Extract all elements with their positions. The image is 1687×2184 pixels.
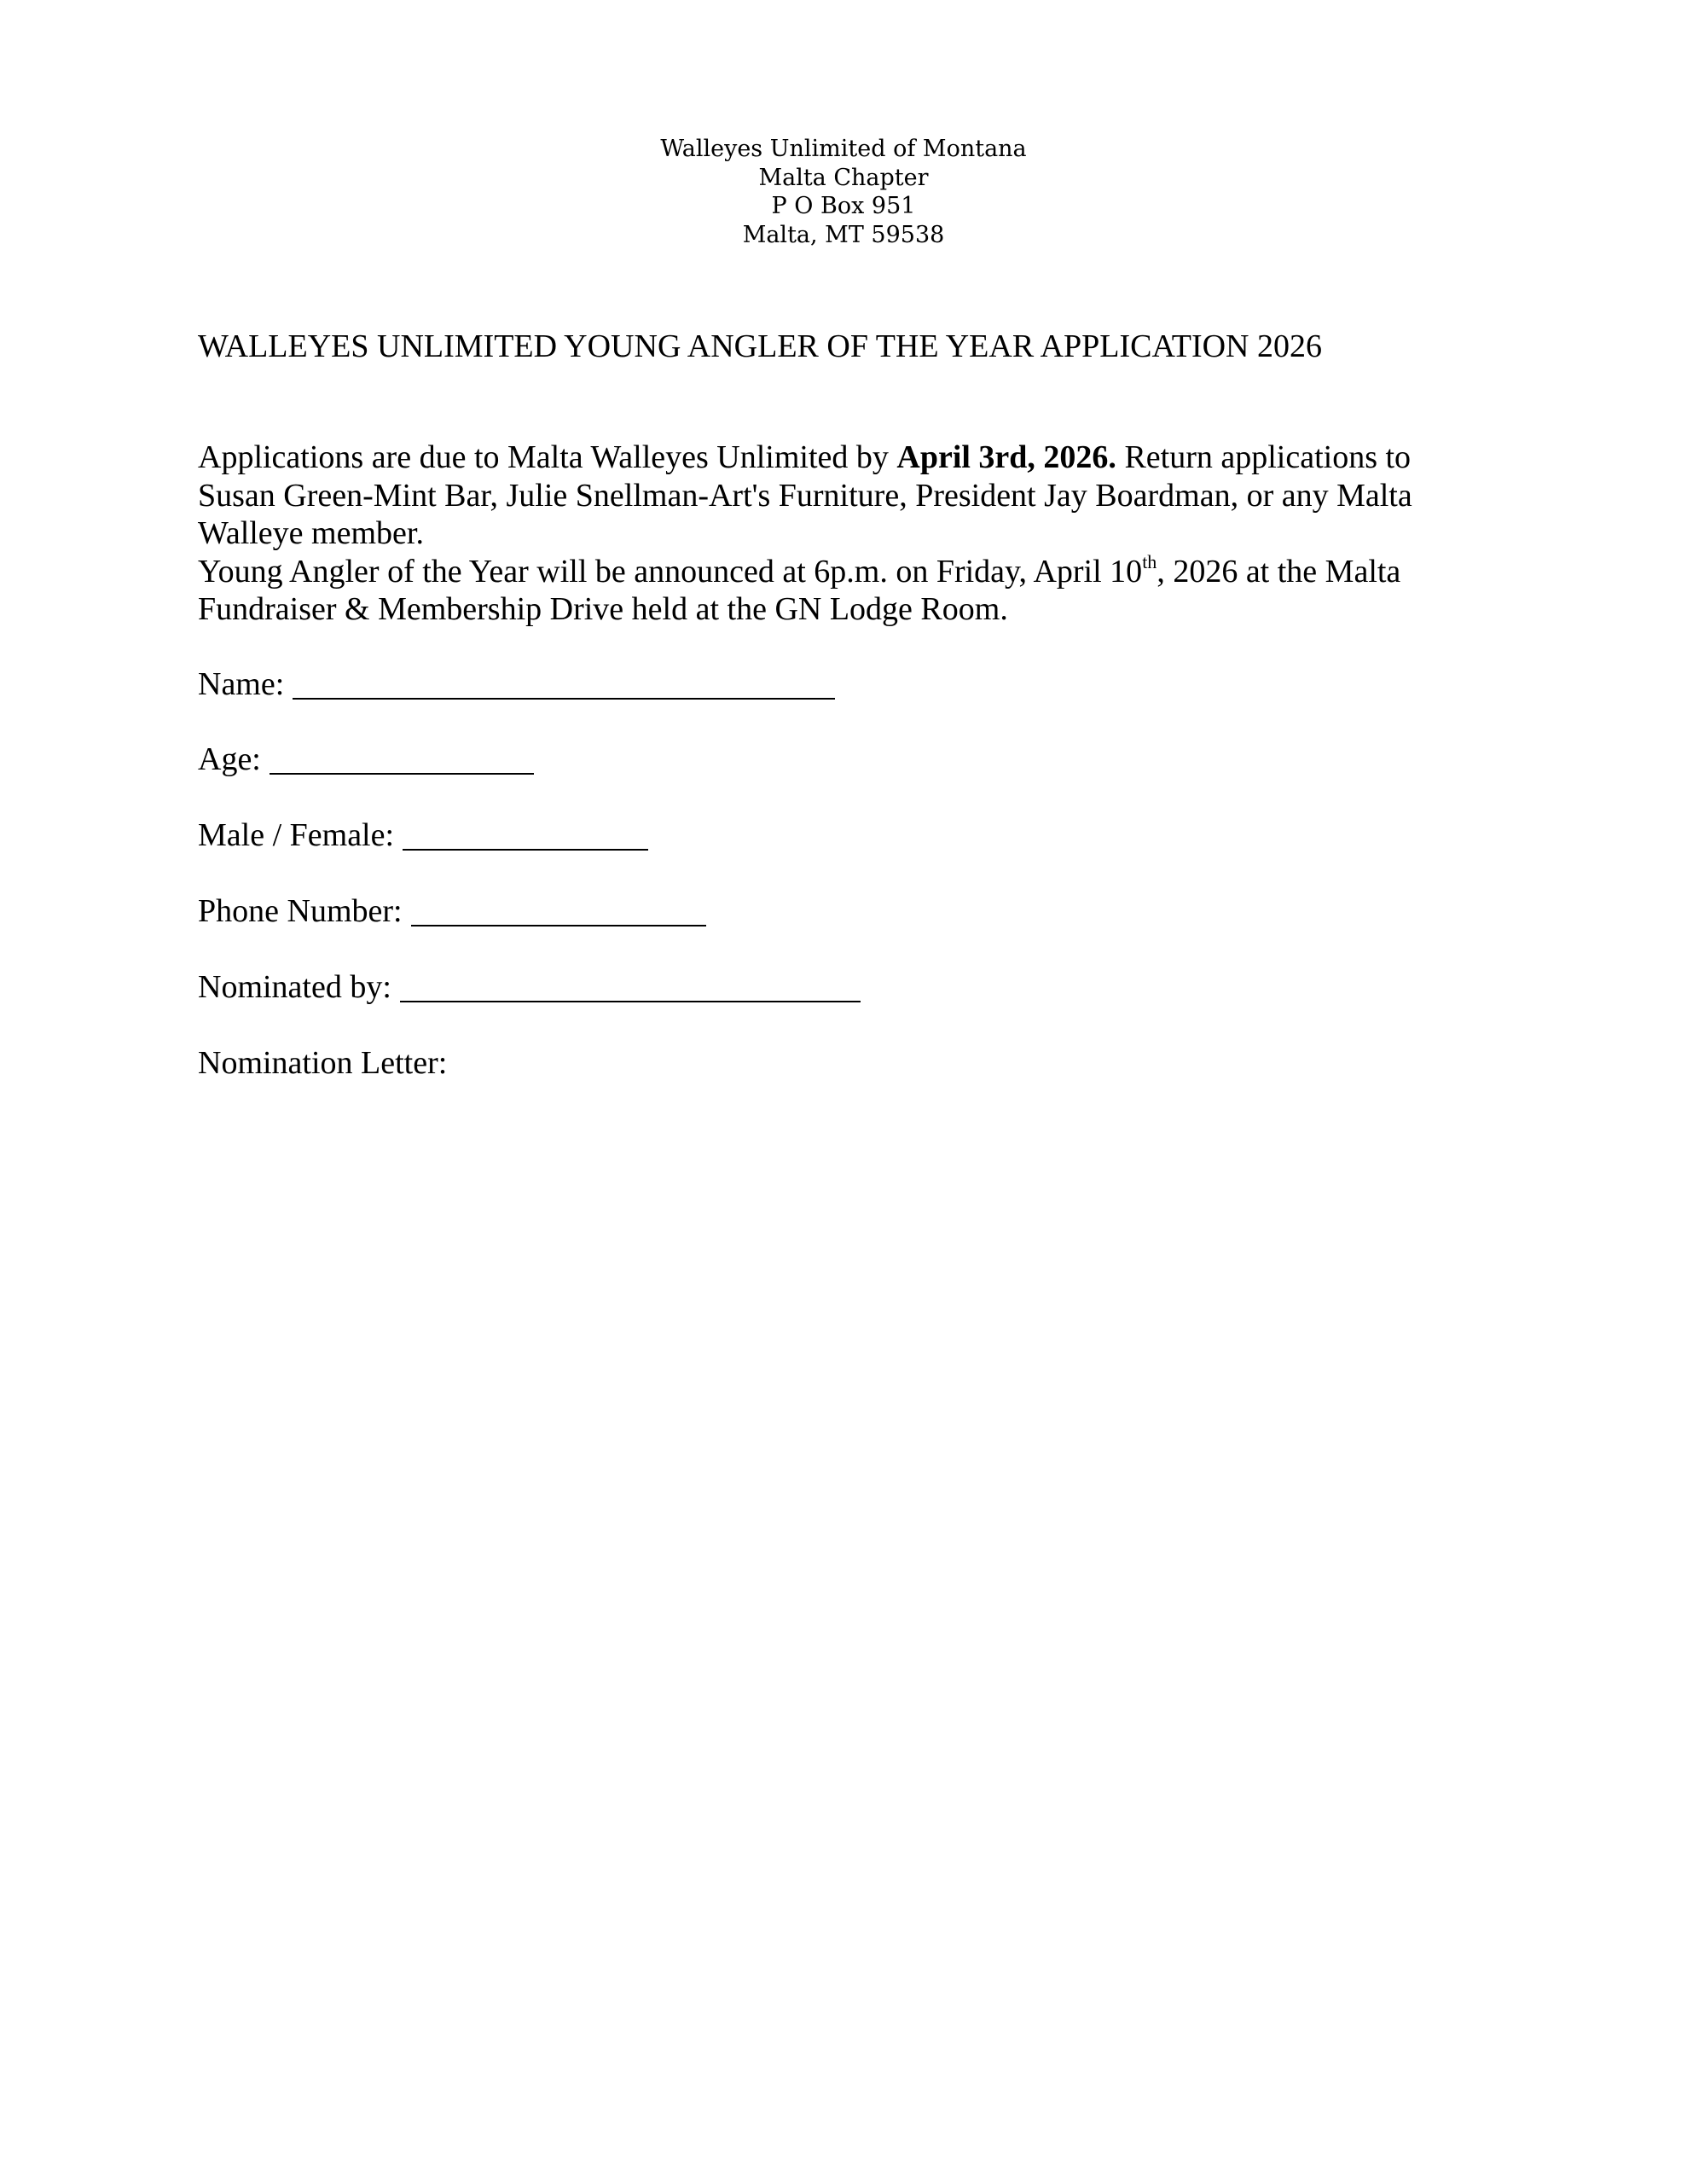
nomination-letter-field: [198, 1043, 447, 1083]
gender-label: Male / Female:: [198, 817, 395, 853]
age-field: [198, 739, 534, 780]
instructions-line-3: Walleye member.: [198, 515, 424, 551]
age-blank[interactable]: [270, 742, 534, 775]
gender-field: [198, 815, 648, 856]
city-state-zip: Malta, MT 59538: [742, 221, 945, 248]
nominated-by-field: [198, 967, 861, 1008]
chapter-address-block: [0, 135, 1687, 249]
instructions-line-2: Susan Green-Mint Bar, Julie Snellman-Art's Furniture, President Jay Boardman, or any Malta: [198, 477, 1412, 514]
gender-blank[interactable]: [403, 818, 648, 851]
age-label: Age:: [198, 741, 261, 777]
name-label: Name:: [198, 666, 285, 702]
nominated-by-label: Nominated by:: [198, 969, 391, 1005]
phone-blank[interactable]: [411, 894, 706, 926]
instructions-line-5: Fundraiser & Membership Drive held at the GN Lodge Room.: [198, 591, 1008, 627]
phone-field: [198, 891, 706, 932]
application-title: WALLEYES UNLIMITED YOUNG ANGLER OF THE YEAR APPLICATION 2026: [198, 328, 1322, 364]
phone-label: Phone Number:: [198, 893, 403, 929]
name-field: [198, 664, 835, 705]
instructions-paragraph: [198, 439, 1503, 629]
org-name: Walleyes Unlimited of Montana: [660, 136, 1027, 162]
due-date: April 3rd, 2026.: [896, 439, 1116, 475]
name-blank[interactable]: [293, 667, 835, 700]
nominated-by-blank[interactable]: [400, 970, 861, 1002]
chapter-name: Malta Chapter: [758, 164, 929, 191]
nomination-letter-label: Nomination Letter:: [198, 1045, 448, 1081]
instructions-line-1: Applications are due to Malta Walleyes Unlimited by April 3rd, 2026. Return applications to: [198, 439, 1412, 475]
po-box: P O Box 951: [771, 193, 916, 219]
instructions-line-4: Young Angler of the Year will be announced at 6p.m. on Friday, April 10th, 2026 at the Malta: [198, 550, 1401, 590]
